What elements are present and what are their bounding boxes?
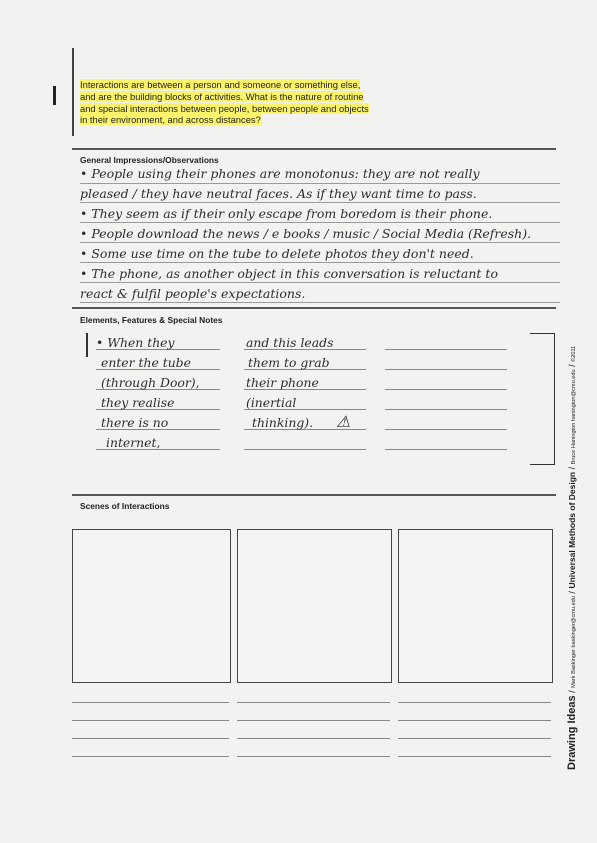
side-label-year: ©2011 bbox=[571, 345, 577, 362]
writing-line bbox=[72, 756, 229, 757]
element-note: internet, bbox=[106, 435, 161, 450]
writing-line bbox=[385, 429, 507, 430]
side-label-author2: Bruce Hanington hanington@cmu.edu bbox=[571, 369, 577, 465]
element-note: • When they bbox=[96, 335, 175, 350]
writing-line bbox=[244, 449, 366, 450]
general-section-title: General Impressions/Observations bbox=[80, 155, 219, 165]
observation-note: pleased / they have neutral faces. As if they want time to pass. bbox=[80, 186, 477, 201]
margin-mark bbox=[53, 86, 56, 105]
writing-line bbox=[72, 702, 229, 703]
intro-line: and are the building blocks of activities. What is the nature of routine bbox=[80, 90, 364, 102]
writing-line bbox=[385, 369, 507, 370]
element-note: thinking). bbox=[252, 415, 314, 430]
element-note: there is no bbox=[101, 415, 169, 430]
writing-line bbox=[72, 720, 229, 721]
writing-line bbox=[237, 702, 390, 703]
section-divider bbox=[72, 148, 556, 150]
observation-note: • The phone, as another object in this conversation is reluctant to bbox=[80, 266, 498, 281]
writing-line bbox=[72, 738, 229, 739]
writing-line bbox=[237, 756, 390, 757]
intro-line: in their environment, and across distances? bbox=[80, 114, 261, 126]
writing-line bbox=[398, 702, 551, 703]
bracket bbox=[530, 333, 555, 465]
element-note: them to grab bbox=[248, 355, 330, 370]
top-vertical-rule bbox=[72, 48, 74, 136]
writing-line bbox=[385, 349, 507, 350]
writing-line bbox=[385, 449, 507, 450]
intro-paragraph bbox=[80, 79, 380, 126]
intro-line: Interactions are between a person and someone or something else, bbox=[80, 79, 361, 90]
writing-line bbox=[237, 738, 390, 739]
element-note: and this leads bbox=[246, 335, 334, 350]
writing-line bbox=[385, 409, 507, 410]
element-note: their phone bbox=[246, 375, 319, 390]
writing-line bbox=[80, 222, 560, 223]
scenes-section-title: Scenes of Interactions bbox=[80, 501, 170, 511]
writing-line bbox=[80, 242, 560, 243]
observation-note: • People using their phones are monotonus: they are not really bbox=[80, 166, 480, 181]
side-label-title: Drawing Ideas bbox=[566, 695, 578, 770]
element-note: they realise bbox=[101, 395, 175, 410]
observation-note: react & fulfil people's expectations. bbox=[80, 286, 306, 301]
warning-icon: ⚠ bbox=[336, 412, 351, 431]
writing-line bbox=[398, 738, 551, 739]
section-divider bbox=[72, 494, 556, 496]
scene-frame bbox=[237, 529, 392, 683]
writing-line bbox=[398, 720, 551, 721]
intro-line: and special interactions between people, between people and objects bbox=[80, 102, 369, 114]
observation-note: • They seem as if their only escape from boredom is their phone. bbox=[80, 206, 493, 221]
side-label-author1: Mark Baskinger baskinger@cmu.edu bbox=[571, 596, 577, 688]
element-note: enter the tube bbox=[101, 355, 191, 370]
writing-line bbox=[398, 756, 551, 757]
element-note: (inertial bbox=[246, 395, 297, 410]
scene-frame bbox=[72, 529, 231, 683]
observation-note: • Some use time on the tube to delete photos they don't need. bbox=[80, 246, 474, 261]
writing-line bbox=[80, 202, 560, 203]
writing-line bbox=[80, 183, 560, 184]
writing-line bbox=[80, 262, 560, 263]
writing-line bbox=[80, 302, 560, 303]
writing-line bbox=[80, 282, 560, 283]
side-label: Drawing Ideas / Mark Baskinger baskinger@cmu.edu / Universal Methods of Design / Bruce Hanington hanington@cmu.edu / ©2011 bbox=[566, 345, 578, 770]
scene-frame bbox=[398, 529, 553, 683]
writing-line bbox=[237, 720, 390, 721]
section-divider bbox=[72, 307, 556, 309]
elements-section-title: Elements, Features & Special Notes bbox=[80, 315, 223, 325]
element-note: (through Door), bbox=[101, 375, 200, 390]
observation-note: • People download the news / e books / music / Social Media (Refresh). bbox=[80, 226, 532, 241]
writing-line bbox=[385, 389, 507, 390]
bracket bbox=[86, 333, 88, 357]
side-label-series: Universal Methods of Design bbox=[567, 471, 577, 589]
